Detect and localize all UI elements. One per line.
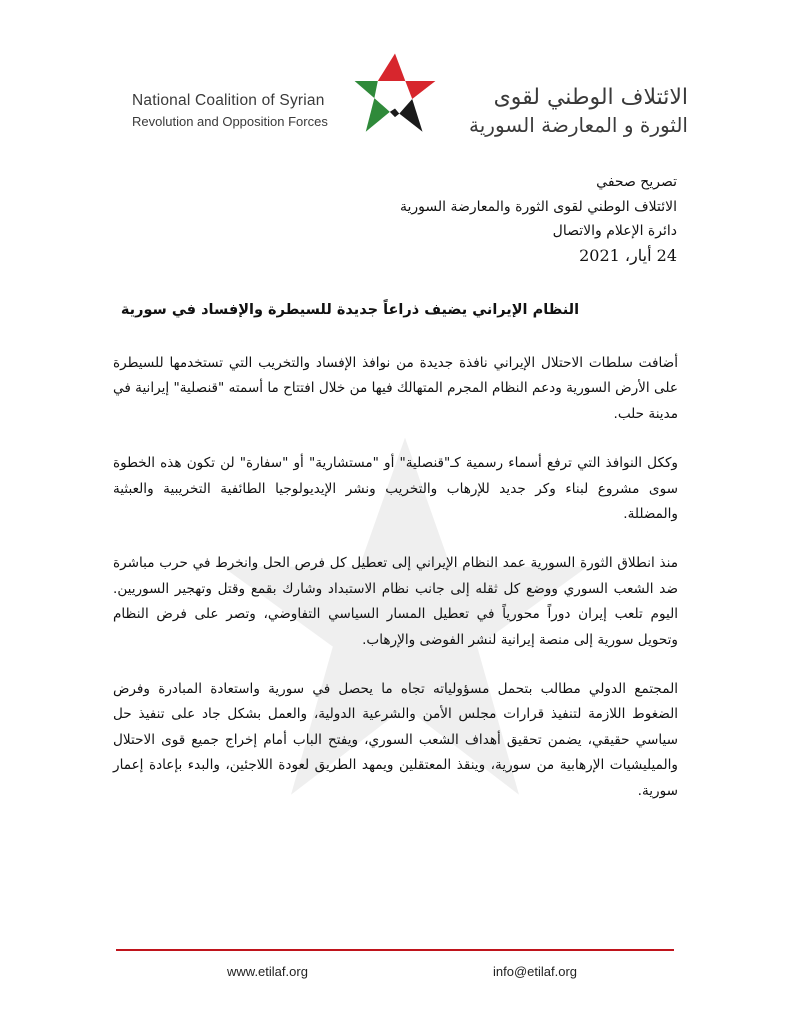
- statement-title: النظام الإيراني يضيف ذراعاً جديدة للسيطرة والإفساد في سورية: [120, 302, 580, 318]
- letterhead: [0, 0, 791, 150]
- press-type: تصريح صحفي: [596, 174, 677, 190]
- org-name-ar-line2: الثورة و المعارضة السورية: [469, 113, 688, 137]
- paragraph: أضافت سلطات الاحتلال الإيراني نافذة جديدة من نوافذ الإفساد والتخريب التي تستخدمها للسيطرة على الأرض السورية ودعم النظام المجرم المتهالك فيها من خلال افتتاح ما أسمته "قنصلية" إيرانية في مدينة حلب.: [113, 355, 678, 422]
- org-name-en-line1: National Coalition of Syrian: [132, 92, 325, 109]
- footer-divider: [116, 949, 674, 951]
- press-department: دائرة الإعلام والاتصال: [552, 223, 677, 239]
- statement-body: [113, 351, 678, 828]
- org-name-ar: [469, 84, 688, 138]
- press-organization: الائتلاف الوطني لقوى الثورة والمعارضة السورية: [399, 198, 677, 215]
- org-name-ar-line1: الائتلاف الوطني لقوى: [493, 85, 688, 110]
- footer-website-link[interactable]: www.etilaf.org: [227, 964, 308, 979]
- org-name-en: [132, 91, 328, 133]
- paragraph: وككل النوافذ التي ترفع أسماء رسمية كـ"قنصلية" أو "مستشارية" أو "سفارة" لن تكون هذه الخطوة سوى مشروع لبناء وكر جديد للإرهاب والتخريب ونشر الإيديولوجيا الطائفية التخريبية والعبثية والمضللة.: [113, 455, 678, 523]
- paragraph: منذ انطلاق الثورة السورية عمد النظام الإيراني إلى تعطيل كل فرص الحل وانخرط في حرب مباشرة ضد الشعب السوري ووضع كل ثقله إلى جانب نظام الاستبداد وشارك بقمع وقتل وتهجير السوريين. اليوم تلعب إيران دوراً محورياً في تعطيل المسار السياسي التفاوضي، وتصر على فرض النظام وتحويل سورية إلى منصة إيرانية لنشر الفوضى والإرهاب.: [113, 555, 678, 648]
- footer-email-link[interactable]: info@etilaf.org: [493, 964, 578, 979]
- press-date: 24 أيار، 2021: [579, 245, 677, 265]
- coalition-star-logo-icon: [352, 50, 438, 136]
- paragraph: المجتمع الدولي مطالب بتحمل مسؤولياته تجاه ما يحصل في سورية واستعادة المبادرة وفرض الضغوط اللازمة لتنفيذ قرارات مجلس الأمن والشرعية الدولية، والعمل بشكل جاد على تنفيذ حل سياسي حقيقي، يضمن تحقيق أهداف الشعب السوري، ويفتح الباب أمام إخراج جميع قوى الاحتلال والميليشيات الإرهابية من سورية، وينقذ المعتقلين ويمهد الطريق لعودة اللاجئين، والبدء بإعادة إعمار سورية.: [113, 681, 678, 799]
- press-header: [400, 170, 677, 268]
- org-name-en-line2: Revolution and Opposition Forces: [132, 114, 328, 129]
